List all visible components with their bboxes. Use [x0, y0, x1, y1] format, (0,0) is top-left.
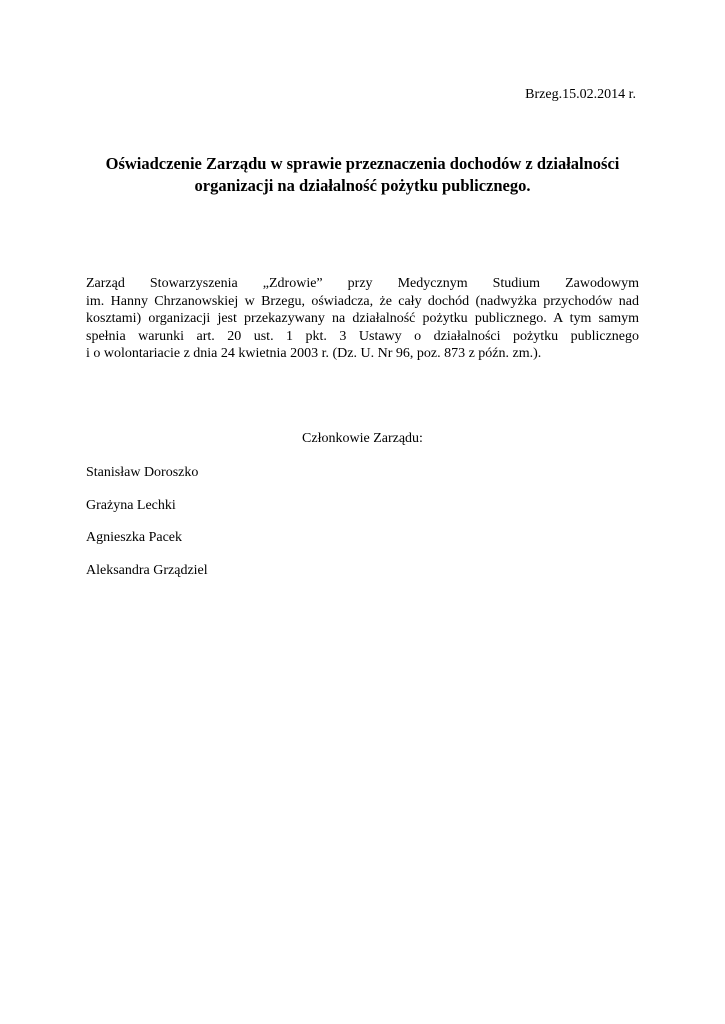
- member-name: Stanisław Doroszko: [86, 465, 199, 480]
- paragraph-line: kosztami) organizacji jest przekazywany na działalność pożytku publicznego. A tym samym: [86, 311, 639, 326]
- date-line: Brzeg.15.02.2014 r.: [525, 87, 636, 102]
- paragraph-line: Zarząd Stowarzyszenia „Zdrowie” przy Medycznym Studium Zawodowym: [86, 276, 639, 291]
- title-line: Oświadczenie Zarządu w sprawie przeznaczenia dochodów z działalności: [105, 154, 620, 173]
- members-heading: Członkowie Zarządu:: [302, 431, 423, 446]
- statement-paragraph: [86, 275, 639, 363]
- paragraph-line: spełnia warunki art. 20 ust. 1 pkt. 3 Ustawy o działalności pożytku publicznego: [86, 328, 639, 344]
- member-name: Grażyna Lechki: [86, 497, 176, 513]
- member-name: Aleksandra Grządziel: [86, 562, 208, 578]
- document-title: [86, 153, 639, 197]
- members-list: [86, 464, 208, 594]
- paragraph-line: im. Hanny Chrzanowskiej w Brzegu, oświadcza, że cały dochód (nadwyżka przychodów nad: [86, 293, 639, 309]
- title-line: organizacji na działalność pożytku publicznego.: [194, 176, 531, 195]
- member-name: Agnieszka Pacek: [86, 530, 183, 545]
- paragraph-line: i o wolontariacie z dnia 24 kwietnia 2003 r. (Dz. U. Nr 96, poz. 873 z późn. zm.).: [86, 346, 542, 361]
